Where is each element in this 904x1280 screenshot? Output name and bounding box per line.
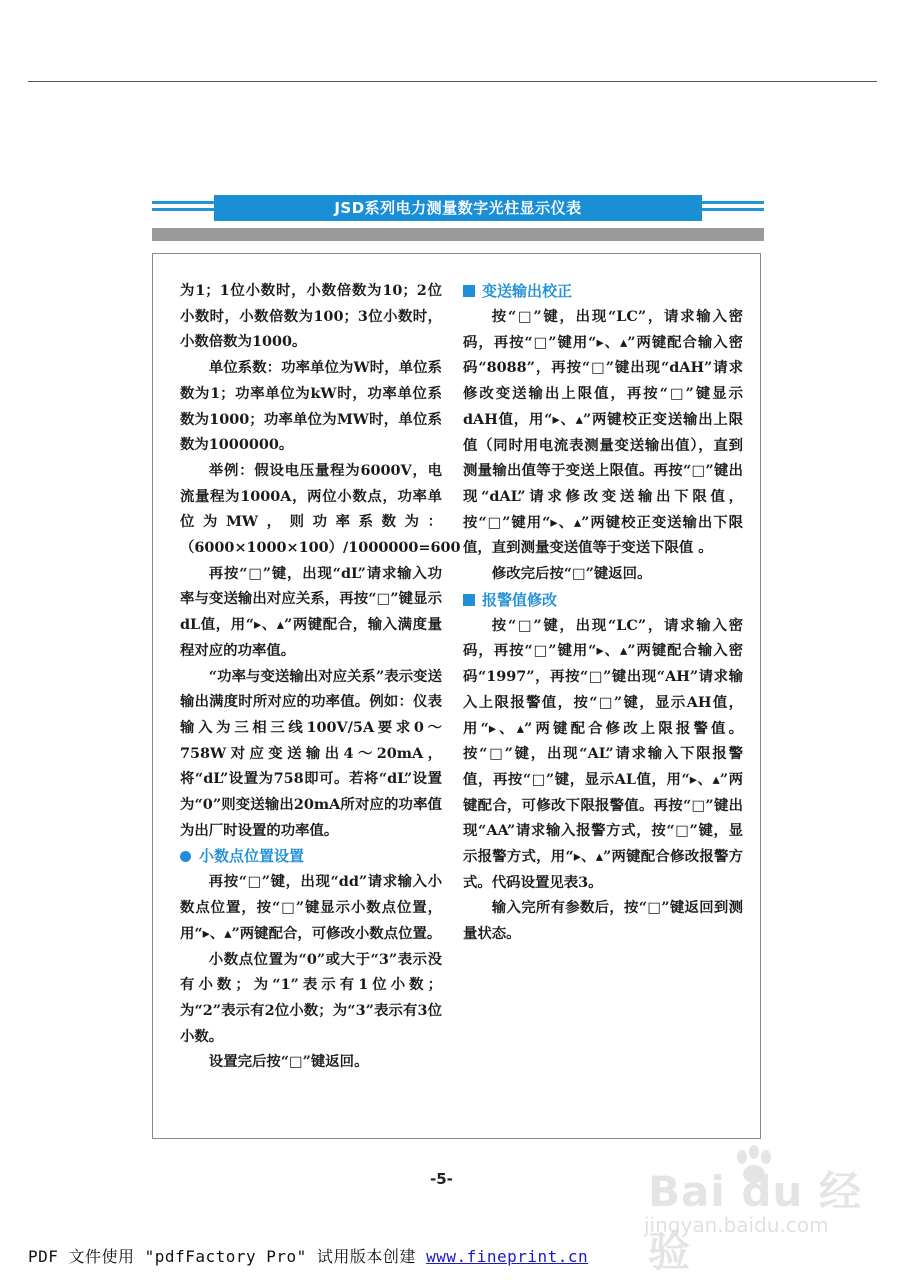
section-heading-text: 变送输出校正 bbox=[482, 282, 573, 300]
section-heading bbox=[463, 278, 743, 304]
left-paragraph: 举例：假设电压量程为6000V，电流量程为1000A，两位小数点，功率单位为MW，则功率系数为：（6000×1000×100）/1000000=600 bbox=[180, 461, 461, 557]
left-paragraph: 为1；1位小数时，小数倍数为10；2位小数时，小数倍数为100；3位小数时，小数倍数为1000。 bbox=[180, 282, 442, 351]
left-paragraph: 小数点位置为“0”或大于“3”表示没有小数；为“1”表示有1位小数；为“2”表示有2位小数；为“3”表示有3位小数。 bbox=[180, 950, 442, 1045]
footer-text: PDF 文件使用 "pdfFactory Pro" 试用版本创建 bbox=[28, 1247, 427, 1266]
section-heading-text: 小数点位置设置 bbox=[199, 847, 305, 866]
left-paragraph: 再按“□”键，出现“dd”请求输入小数点位置，按“□”键显示小数点位置，用“▸、▴”两键配合，可修改小数点位置。 bbox=[180, 873, 442, 942]
watermark-url: jingyan.baidu.com bbox=[644, 1213, 829, 1237]
section-heading bbox=[463, 587, 743, 613]
section-heading-text: 报警值修改 bbox=[482, 590, 558, 609]
right-paragraph: 输入完所有参数后，按“□”键返回到测量状态。 bbox=[463, 899, 743, 943]
right-paragraph: 按“□”键，出现“LC”，请求输入密码，再按“□”键用“▸、▴”两键配合输入密码“8088”，再按“□”键出现“dAH”请求修改变送输出上限值，再按“□”键显示dAH值，用“▸、▴”两键校正变送输出上限值（同时用电流表测量变送输出值），直到测量输出值等于变送上限值。再按“□”键出现“dAL”请求修改变送输出下限值，按“□”键用“▸、▴”两键校正变送输出下限值，直到测量变送值等于变送下限值 。 bbox=[463, 308, 743, 557]
left-column bbox=[180, 278, 461, 1075]
content-frame bbox=[152, 253, 761, 1139]
page-number: -5- bbox=[430, 1170, 453, 1188]
bullet-dot-icon bbox=[180, 851, 191, 862]
left-paragraph: 再按“□”键，出现“dL”请求输入功率与变送输出对应关系，再按“□”键显示dL值，用“▸、▴”两键配合，输入满度量程对应的功率值。 bbox=[180, 564, 442, 659]
left-paragraph: 单位系数：功率单位为W时，单位系数为1；功率单位为kW时，功率单位系数为1000；功率单位为MW时，单位系数为1000000。 bbox=[180, 359, 442, 454]
top-rule bbox=[28, 81, 877, 82]
pdf-footer bbox=[28, 1244, 588, 1267]
baidu-watermark bbox=[640, 1145, 870, 1276]
gray-divider bbox=[152, 228, 764, 241]
left-paragraph: 设置完后按“□”键返回。 bbox=[208, 1053, 369, 1071]
right-paragraph: 修改完后按“□”键返回。 bbox=[491, 565, 652, 583]
right-column bbox=[463, 278, 743, 947]
section-heading bbox=[180, 843, 442, 869]
watermark-logo: Bai du 经验 bbox=[648, 1167, 862, 1276]
left-paragraph: “功率与变送输出对应关系”表示变送输出满度时所对应的功率值。例如：仪表输入为三相三线100V/5A要求0～758W对应变送输出4～20mA，将“dL”设置为758即可。若将“dL”设置为“0”则变送输出20mA所对应的功率值为出厂时设置的功率值。 bbox=[180, 667, 442, 839]
bullet-square-icon bbox=[463, 285, 475, 297]
right-paragraph: 按“□”键，出现“LC”，请求输入密码，再按“□”键用“▸、▴”两键配合输入密码“1997”，再按“□”键出现“AH”请求输入上限报警值，按“□”键，显示AH值，用“▸、▴”两键配合修改上限报警值。按“□”键，出现“AL”请求输入下限报警值，再按“□”键，显示AL值，用“▸、▴”两键配合，可修改下限报警值。再按“□”键出现“AA”请求输入报警方式，按“□”键，显示报警方式，用“▸、▴”两键配合修改报警方式。代码设置见表3。 bbox=[463, 616, 743, 891]
footer-link[interactable]: www.fineprint.cn bbox=[426, 1247, 589, 1266]
header-banner bbox=[152, 193, 764, 223]
bullet-square-icon bbox=[463, 594, 475, 606]
header-title: JSD系列电力测量数字光柱显示仪表 bbox=[214, 195, 702, 221]
